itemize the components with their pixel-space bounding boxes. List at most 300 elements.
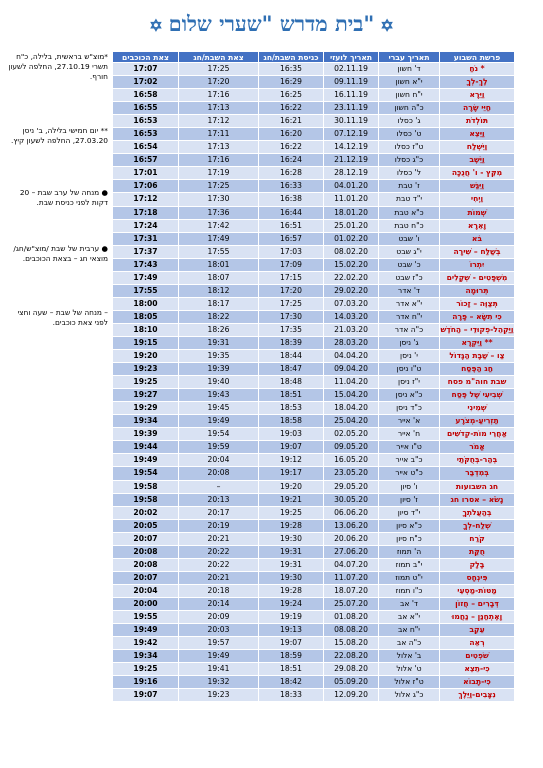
candle-lighting-cell: 17:15 — [259, 271, 324, 284]
table-row — [113, 102, 515, 115]
candle-lighting-cell: 16:24 — [259, 154, 324, 167]
parasha-cell: בְּמִדְבַּר — [440, 467, 515, 480]
table-row — [113, 415, 515, 428]
tzet-cell: 17:24 — [113, 219, 179, 232]
table-row — [113, 650, 515, 663]
candle-lighting-cell: 17:09 — [259, 258, 324, 271]
table-row — [113, 584, 515, 597]
gregorian-date-cell: 29.08.20 — [324, 663, 379, 676]
gregorian-date-cell: 09.05.20 — [324, 441, 379, 454]
table-row — [113, 376, 515, 389]
shabbat-end-cell: 17:13 — [179, 141, 259, 154]
hebrew-date-cell: כ"ב אייר — [379, 454, 440, 467]
parasha-cell: צַו – שַׁבָּת הַגָּדוֹל — [440, 350, 515, 363]
gregorian-date-cell: 12.09.20 — [324, 689, 379, 702]
candle-lighting-cell: 18:39 — [259, 336, 324, 349]
shabbat-end-cell: 19:31 — [179, 336, 259, 349]
table-body — [113, 63, 515, 702]
tzet-cell: 16:54 — [113, 141, 179, 154]
tzet-cell: 18:00 — [113, 297, 179, 310]
candle-lighting-cell: 16:57 — [259, 232, 324, 245]
parasha-cell: וַיִּשְׁלַח — [440, 141, 515, 154]
gregorian-date-cell: 02.05.20 — [324, 428, 379, 441]
table-row — [113, 441, 515, 454]
parasha-cell: פִּינְחָס — [440, 571, 515, 584]
candle-lighting-cell: 16:33 — [259, 180, 324, 193]
candle-lighting-cell: 18:58 — [259, 415, 324, 428]
table-row — [113, 624, 515, 637]
gregorian-date-cell: 04.07.20 — [324, 558, 379, 571]
table-row — [113, 506, 515, 519]
candle-lighting-cell: 19:28 — [259, 584, 324, 597]
hebrew-date-cell: ט"ז כסלו — [379, 141, 440, 154]
tzet-cell: 19:25 — [113, 376, 179, 389]
parasha-cell: חֻקַּת — [440, 545, 515, 558]
shabbat-end-cell: 17:20 — [179, 76, 259, 89]
shabbat-end-cell: 17:19 — [179, 167, 259, 180]
gregorian-date-cell: 28.12.19 — [324, 167, 379, 180]
table-row — [113, 493, 515, 506]
parasha-cell: וַיֵּצֵא — [440, 128, 515, 141]
candle-lighting-cell: 16:25 — [259, 89, 324, 102]
hebrew-date-cell: ב' אלול — [379, 650, 440, 663]
tzet-cell: 20:04 — [113, 584, 179, 597]
hebrew-date-cell: ל' כסלו — [379, 167, 440, 180]
table-row — [113, 89, 515, 102]
tzet-cell: 17:02 — [113, 76, 179, 89]
hebrew-date-cell: כ"ז שבט — [379, 271, 440, 284]
header-shabbat-end: צאת השבת/חג — [179, 52, 259, 63]
gregorian-date-cell: 07.12.19 — [324, 128, 379, 141]
gregorian-date-cell: 25.04.20 — [324, 415, 379, 428]
shabbat-end-cell: 17:30 — [179, 193, 259, 206]
parasha-cell: תּוֹלְדֹת — [440, 115, 515, 128]
parasha-cell: נָשֹׂא – אסרו חג — [440, 493, 515, 506]
hebrew-date-cell: ח' אייר — [379, 428, 440, 441]
shabbat-end-cell: 17:11 — [179, 128, 259, 141]
gregorian-date-cell: 14.12.19 — [324, 141, 379, 154]
table-row — [113, 206, 515, 219]
gregorian-date-cell: 23.05.20 — [324, 467, 379, 480]
header-parasha: פרשת השבוע — [440, 52, 515, 63]
hebrew-date-cell: ג' כסלו — [379, 115, 440, 128]
gregorian-date-cell: 23.11.19 — [324, 102, 379, 115]
gregorian-date-cell: 01.08.20 — [324, 610, 379, 623]
tzet-cell: 19:44 — [113, 441, 179, 454]
gregorian-date-cell: 18.07.20 — [324, 584, 379, 597]
gregorian-date-cell: 21.03.20 — [324, 323, 379, 336]
hebrew-date-cell: כ"ג אלול — [379, 689, 440, 702]
candle-lighting-cell: 19:30 — [259, 571, 324, 584]
parasha-cell: וַיֵּשֶׁב — [440, 154, 515, 167]
table-row — [113, 154, 515, 167]
gregorian-date-cell: 01.02.20 — [324, 232, 379, 245]
parasha-cell: שְׁמִינִי — [440, 402, 515, 415]
candle-lighting-cell: 17:35 — [259, 323, 324, 336]
shabbat-end-cell: 17:42 — [179, 219, 259, 232]
gregorian-date-cell: 05.09.20 — [324, 676, 379, 689]
tzet-cell: 20:07 — [113, 532, 179, 545]
shabbat-end-cell: 19:54 — [179, 428, 259, 441]
candle-lighting-cell: 16:22 — [259, 102, 324, 115]
parasha-cell: חַג הַפֶּסַח — [440, 363, 515, 376]
candle-lighting-cell: 16:21 — [259, 115, 324, 128]
parasha-cell: בְּהַר-בְּחֻקֹּתַי — [440, 454, 515, 467]
tzet-cell: 20:05 — [113, 519, 179, 532]
candle-lighting-cell: 19:25 — [259, 506, 324, 519]
tzet-cell: 20:02 — [113, 506, 179, 519]
table-row — [113, 115, 515, 128]
parasha-cell: בְּהַעֲלֹתְךָ — [440, 506, 515, 519]
table-row — [113, 519, 515, 532]
tzet-cell: 20:07 — [113, 571, 179, 584]
shabbat-end-cell: 17:25 — [179, 63, 259, 76]
tzet-cell: 19:39 — [113, 428, 179, 441]
parasha-cell: מַטּוֹת-מַסְעֵי — [440, 584, 515, 597]
hebrew-date-cell: ז' טבת — [379, 180, 440, 193]
hebrew-date-cell: כ"א טבת — [379, 206, 440, 219]
tzet-cell: 19:16 — [113, 676, 179, 689]
tzet-cell: 19:58 — [113, 480, 179, 493]
hebrew-date-cell: י"ג שבט — [379, 245, 440, 258]
candle-lighting-cell: 17:25 — [259, 297, 324, 310]
gregorian-date-cell: 30.11.19 — [324, 115, 379, 128]
table-row — [113, 676, 515, 689]
gregorian-date-cell: 04.04.20 — [324, 350, 379, 363]
hebrew-date-cell: כ"א סיון — [379, 519, 440, 532]
parasha-cell: וָאֵרָא — [440, 219, 515, 232]
table-row — [113, 323, 515, 336]
parasha-cell: כִּי-תָבוֹא — [440, 676, 515, 689]
gregorian-date-cell: 21.12.19 — [324, 154, 379, 167]
shabbat-end-cell: 20:09 — [179, 610, 259, 623]
candle-lighting-cell: 18:44 — [259, 350, 324, 363]
table-row — [113, 193, 515, 206]
shabbat-end-cell: 18:12 — [179, 284, 259, 297]
candle-lighting-cell: 16:20 — [259, 128, 324, 141]
gregorian-date-cell: 22.02.20 — [324, 271, 379, 284]
tzet-cell: 19:25 — [113, 663, 179, 676]
hebrew-date-cell: ט' כסלו — [379, 128, 440, 141]
hebrew-date-cell: כ"א ניסן — [379, 389, 440, 402]
tzet-cell: 17:49 — [113, 271, 179, 284]
table-row — [113, 389, 515, 402]
hebrew-date-cell: כ"ה אב — [379, 637, 440, 650]
table-row — [113, 284, 515, 297]
table-row — [113, 532, 515, 545]
table-row — [113, 610, 515, 623]
shabbat-end-cell: 18:22 — [179, 310, 259, 323]
candle-lighting-cell: 19:19 — [259, 610, 324, 623]
table-row — [113, 310, 515, 323]
tzet-cell: 19:07 — [113, 689, 179, 702]
star-of-david-icon: ✡ — [149, 16, 163, 35]
tzet-cell: 20:08 — [113, 545, 179, 558]
table-row — [113, 402, 515, 415]
candle-lighting-cell: 17:20 — [259, 284, 324, 297]
gregorian-date-cell: 15.08.20 — [324, 637, 379, 650]
hebrew-date-cell: י"ב תמוז — [379, 558, 440, 571]
gregorian-date-cell: 27.06.20 — [324, 545, 379, 558]
tzet-cell: 17:55 — [113, 284, 179, 297]
parasha-cell: תְּצַוֶּה – זָכוֹר — [440, 297, 515, 310]
table-row — [113, 232, 515, 245]
gregorian-date-cell: 29.05.20 — [324, 480, 379, 493]
gregorian-date-cell: 28.03.20 — [324, 336, 379, 349]
parasha-cell: רְאֵה — [440, 637, 515, 650]
gregorian-date-cell: 14.03.20 — [324, 310, 379, 323]
shabbat-end-cell: 20:17 — [179, 506, 259, 519]
tzet-cell: 19:34 — [113, 650, 179, 663]
shabbat-end-cell: 19:40 — [179, 376, 259, 389]
tzet-cell: 16:55 — [113, 102, 179, 115]
shabbat-end-cell: 17:16 — [179, 154, 259, 167]
candle-lighting-cell: 18:51 — [259, 663, 324, 676]
candle-lighting-cell: 19:30 — [259, 532, 324, 545]
parasha-cell: חג השבועות — [440, 480, 515, 493]
candle-lighting-cell: 18:53 — [259, 402, 324, 415]
gregorian-date-cell: 09.04.20 — [324, 363, 379, 376]
hebrew-date-cell: ו' שבט — [379, 232, 440, 245]
shabbat-end-cell: 17:49 — [179, 232, 259, 245]
shabbat-end-cell: 19:45 — [179, 402, 259, 415]
hebrew-date-cell: כ"ו תמוז — [379, 584, 440, 597]
hebrew-date-cell: ו' סיון — [379, 480, 440, 493]
table-row — [113, 663, 515, 676]
candle-lighting-cell: 17:30 — [259, 310, 324, 323]
header-hebrew-date: תאריך עברי — [379, 52, 440, 63]
tzet-cell: 19:23 — [113, 363, 179, 376]
shabbat-times-table — [112, 51, 515, 702]
title-text: בית מדרש "שערי שלום" — [168, 11, 375, 36]
gregorian-date-cell: 25.07.20 — [324, 597, 379, 610]
parasha-cell: וַיְחִי — [440, 193, 515, 206]
hebrew-date-cell: כ"ג כסלו — [379, 154, 440, 167]
parasha-cell: בֹּא — [440, 232, 515, 245]
hebrew-date-cell: כ"ה אדר — [379, 323, 440, 336]
hebrew-date-cell: ט' אלול — [379, 663, 440, 676]
parasha-cell: מִשְׁפָּטִים - שְׁקָלִים — [440, 271, 515, 284]
candle-lighting-cell: 18:47 — [259, 363, 324, 376]
gregorian-date-cell: 29.02.20 — [324, 284, 379, 297]
table-row — [113, 467, 515, 480]
shabbat-end-cell: 20:19 — [179, 519, 259, 532]
hebrew-date-cell: י"א אדר — [379, 297, 440, 310]
table-row — [113, 689, 515, 702]
shabbat-end-cell: 17:13 — [179, 102, 259, 115]
hebrew-date-cell: כ"ח טבת — [379, 219, 440, 232]
parasha-cell: תְּרוּמָה — [440, 284, 515, 297]
parasha-cell: שבת חוה"מ פסח — [440, 376, 515, 389]
table-row — [113, 219, 515, 232]
shabbat-end-cell: 20:13 — [179, 493, 259, 506]
tzet-cell: 17:01 — [113, 167, 179, 180]
gregorian-date-cell: 04.01.20 — [324, 180, 379, 193]
tzet-cell: 19:54 — [113, 467, 179, 480]
table-row — [113, 454, 515, 467]
parasha-cell: בְּשַׁלַּח – שִׁירָה — [440, 245, 515, 258]
tzet-cell: 17:06 — [113, 180, 179, 193]
gregorian-date-cell: 13.06.20 — [324, 519, 379, 532]
candle-lighting-cell: 19:17 — [259, 467, 324, 480]
table-row — [113, 363, 515, 376]
hebrew-date-cell: י"ד טבת — [379, 193, 440, 206]
hebrew-date-cell: ז' סיון — [379, 493, 440, 506]
hebrew-date-cell: י"א חשון — [379, 76, 440, 89]
tzet-cell: 19:55 — [113, 610, 179, 623]
gregorian-date-cell: 25.01.20 — [324, 219, 379, 232]
parasha-cell: וַיִּגַּשׁ — [440, 180, 515, 193]
tzet-cell: 19:15 — [113, 336, 179, 349]
candle-lighting-cell: 16:44 — [259, 206, 324, 219]
shabbat-end-cell: 19:23 — [179, 689, 259, 702]
shabbat-end-cell: 20:04 — [179, 454, 259, 467]
table-row — [113, 258, 515, 271]
tzet-cell: 17:43 — [113, 258, 179, 271]
hebrew-date-cell: ט"ו אייר — [379, 441, 440, 454]
shabbat-end-cell: 20:18 — [179, 584, 259, 597]
parasha-cell: ** וַיִּקְרָא — [440, 336, 515, 349]
hebrew-date-cell: כ"ה חשון — [379, 102, 440, 115]
parasha-cell: מִקֵּץ - ו' חֲנֻכָּה — [440, 167, 515, 180]
candle-lighting-cell: 19:31 — [259, 545, 324, 558]
header-candle-lighting: כניסת השבת/חג — [259, 52, 324, 63]
parasha-cell: דְּבָרִים – חֲזוֹן — [440, 597, 515, 610]
candle-lighting-cell: 16:38 — [259, 193, 324, 206]
shabbat-end-cell: 20:21 — [179, 571, 259, 584]
header-tzet-hakochavim: צאת הכוכבים — [113, 52, 179, 63]
table-row — [113, 428, 515, 441]
shabbat-end-cell: 20:03 — [179, 624, 259, 637]
hebrew-date-cell: ג' ניסן — [379, 336, 440, 349]
parasha-cell: שְׁמוֹת — [440, 206, 515, 219]
note-winter-time: *מוצ"ש בראשית, בלילה, כ"ח תשרי 27.10.19, החלפה לשעון חורף. — [8, 52, 108, 82]
hebrew-date-cell: י"ז ניסן — [379, 376, 440, 389]
table-row — [113, 245, 515, 258]
table-row — [113, 271, 515, 284]
candle-lighting-cell: 19:20 — [259, 480, 324, 493]
hebrew-date-cell: ט"ו ניסן — [379, 363, 440, 376]
gregorian-date-cell: 15.02.20 — [324, 258, 379, 271]
parasha-cell: אַחֲרֵי מוֹת-קְדֹשִׁים — [440, 428, 515, 441]
shabbat-end-cell: 18:01 — [179, 258, 259, 271]
candle-lighting-cell: 18:48 — [259, 376, 324, 389]
gregorian-date-cell: 07.03.20 — [324, 297, 379, 310]
gregorian-date-cell: 16.05.20 — [324, 454, 379, 467]
shabbat-end-cell: 19:49 — [179, 650, 259, 663]
tzet-cell: 17:31 — [113, 232, 179, 245]
hebrew-date-cell: כ"ד ניסן — [379, 402, 440, 415]
shabbat-end-cell: – — [179, 480, 259, 493]
hebrew-date-cell: י"א אב — [379, 610, 440, 623]
candle-lighting-cell: 19:28 — [259, 519, 324, 532]
table-row — [113, 63, 515, 76]
table-row — [113, 597, 515, 610]
candle-lighting-cell: 19:03 — [259, 428, 324, 441]
parasha-cell: תַזְרִיעַ-מְצֹרָע — [440, 415, 515, 428]
note-mincha-erev-shabbat: ● מנחה של ערב שבת – 20 דקות לפני כניסת שבת. — [19, 188, 108, 208]
tzet-cell: 17:07 — [113, 63, 179, 76]
shabbat-end-cell: 17:55 — [179, 245, 259, 258]
parasha-cell: כִּי-תֵצֵא — [440, 663, 515, 676]
parasha-cell: בָּלָק — [440, 558, 515, 571]
shabbat-end-cell: 20:14 — [179, 597, 259, 610]
note-summer-time: ** יום חמישי בלילה, ב' ניסן 27.03.20, החלפה לשעון קיץ. — [11, 126, 108, 146]
gregorian-date-cell: 09.11.19 — [324, 76, 379, 89]
gregorian-date-cell: 22.08.20 — [324, 650, 379, 663]
parasha-cell: נִצָּבִים-וַיֵּלֶךְ — [440, 689, 515, 702]
parasha-cell: קֹרַח — [440, 532, 515, 545]
gregorian-date-cell: 02.11.19 — [324, 63, 379, 76]
tzet-cell: 16:53 — [113, 115, 179, 128]
shabbat-end-cell: 19:32 — [179, 676, 259, 689]
shabbat-end-cell: 20:22 — [179, 558, 259, 571]
table-header-row — [113, 52, 515, 63]
table-row — [113, 558, 515, 571]
parasha-cell: שְׁבִיעִי שֶׁל פֶּסַח — [440, 389, 515, 402]
note-arvit: ● ערבית של שבת /מוצ"ש/חג/ מוצאי חג – בצאת הכוכבים. — [13, 244, 108, 264]
shabbat-end-cell: 20:22 — [179, 545, 259, 558]
gregorian-date-cell: 15.04.20 — [324, 389, 379, 402]
tzet-cell: 17:18 — [113, 206, 179, 219]
candle-lighting-cell: 18:59 — [259, 650, 324, 663]
hebrew-date-cell: י"ד סיון — [379, 506, 440, 519]
hebrew-date-cell: י' ניסן — [379, 350, 440, 363]
parasha-cell: וָאֶתְחַנַּן – נַחֲמוּ — [440, 610, 515, 623]
shabbat-end-cell: 19:49 — [179, 415, 259, 428]
tzet-cell: 17:37 — [113, 245, 179, 258]
candle-lighting-cell: 19:07 — [259, 441, 324, 454]
table-row — [113, 571, 515, 584]
hebrew-date-cell: א' אייר — [379, 415, 440, 428]
table-row — [113, 480, 515, 493]
hebrew-date-cell: י"ח אב — [379, 624, 440, 637]
table-row — [113, 297, 515, 310]
shabbat-end-cell: 17:36 — [179, 206, 259, 219]
hebrew-date-cell: י"ט תמוז — [379, 571, 440, 584]
gregorian-date-cell: 30.05.20 — [324, 493, 379, 506]
candle-lighting-cell: 19:24 — [259, 597, 324, 610]
hebrew-date-cell: כ' שבט — [379, 258, 440, 271]
hebrew-date-cell: י"ח אדר — [379, 310, 440, 323]
tzet-cell: 19:29 — [113, 402, 179, 415]
parasha-cell: וַיַּקְהֵל-פְקוּדֵי – הַחֹדֶשׁ — [440, 323, 515, 336]
tzet-cell: 16:57 — [113, 154, 179, 167]
hebrew-date-cell: כ"ח סיון — [379, 532, 440, 545]
shabbat-end-cell: 19:39 — [179, 363, 259, 376]
gregorian-date-cell: 18.01.20 — [324, 206, 379, 219]
tzet-cell: 19:49 — [113, 624, 179, 637]
tzet-cell: 16:53 — [113, 128, 179, 141]
candle-lighting-cell: 18:51 — [259, 389, 324, 402]
hebrew-date-cell: כ"ט אייר — [379, 467, 440, 480]
shabbat-end-cell: 17:25 — [179, 180, 259, 193]
shabbat-end-cell: 20:08 — [179, 467, 259, 480]
table-row — [113, 545, 515, 558]
shabbat-end-cell: 18:17 — [179, 297, 259, 310]
hebrew-date-cell: ה' תמוז — [379, 545, 440, 558]
shabbat-end-cell: 19:35 — [179, 350, 259, 363]
parasha-cell: שֹׁפְטִים — [440, 650, 515, 663]
tzet-cell: 20:08 — [113, 558, 179, 571]
gregorian-date-cell: 11.01.20 — [324, 193, 379, 206]
gregorian-date-cell: 08.08.20 — [324, 624, 379, 637]
table-row — [113, 180, 515, 193]
gregorian-date-cell: 06.06.20 — [324, 506, 379, 519]
gregorian-date-cell: 18.04.20 — [324, 402, 379, 415]
table-row — [113, 76, 515, 89]
table-row — [113, 336, 515, 349]
